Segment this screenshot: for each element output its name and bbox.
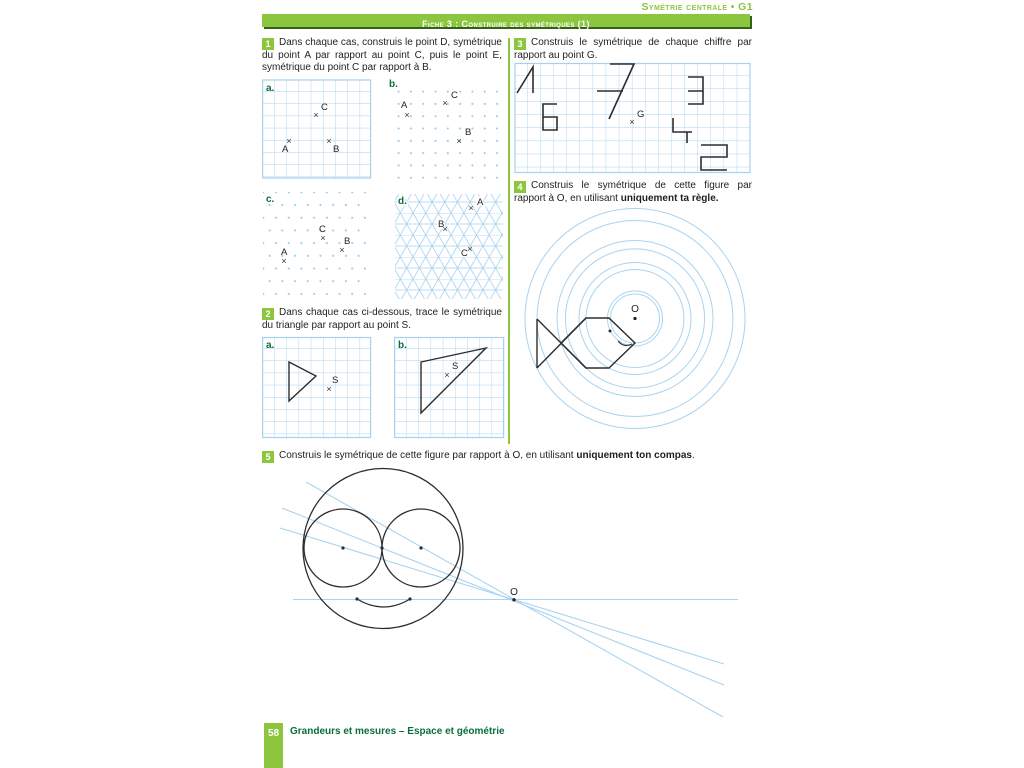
ex2-grid-b xyxy=(394,336,505,439)
exercise-5-number-badge: 5 xyxy=(262,451,274,463)
point-label-A: A xyxy=(282,144,289,155)
exercise-4-text-bold: uniquement ta règle. xyxy=(620,193,719,204)
footer-page-number: 58 xyxy=(267,728,280,739)
cross-mark-B: × xyxy=(442,224,448,234)
left-eye-center-dot xyxy=(341,546,344,549)
footer-title: Grandeurs et mesures – Espace et géométrie xyxy=(290,726,505,737)
exercise-1-text: Dans chaque cas, construis le point D, symétrique du point A par rapport au point C, puis le point E, symétrique du point C par rapport à B. xyxy=(262,37,502,74)
cross-mark-G: × xyxy=(629,117,635,127)
ex1-grid-a xyxy=(262,79,372,180)
exercise-4-text: Construis le symétrique de cette figure par rapport à O, en utilisant xyxy=(514,180,752,204)
cross-mark-B: × xyxy=(326,136,332,146)
point-label-O: O xyxy=(510,587,518,598)
grid-label-d: d. xyxy=(398,196,407,207)
exercise-1-number-badge: 1 xyxy=(262,38,274,50)
point-label-C: C xyxy=(451,90,458,101)
grid-label-b: b. xyxy=(389,79,398,90)
smile-end-dot xyxy=(355,597,358,600)
point-label-B: B xyxy=(465,127,472,138)
ex1-grid-d xyxy=(394,191,504,301)
face-figure xyxy=(303,469,463,629)
ex5-figure xyxy=(270,464,748,722)
point-label-A: A xyxy=(281,247,288,258)
point-label-C: C xyxy=(321,102,328,113)
point-label-O: O xyxy=(631,304,639,315)
cross-mark-A: × xyxy=(404,110,410,120)
exercise-4-number-badge: 4 xyxy=(514,181,526,193)
point-label-S: S xyxy=(332,375,339,386)
cross-mark-C: × xyxy=(467,244,473,254)
grid-label-c: c. xyxy=(266,194,275,205)
ex3-digits-grid xyxy=(514,62,752,175)
tangent-center-dot xyxy=(380,546,383,549)
point-O-dot xyxy=(633,317,636,320)
grid-label-b: b. xyxy=(398,340,407,351)
exercise-3-text: Construis le symétrique de chaque chiffre par rapport au point G. xyxy=(514,37,752,61)
exercise-5-text-block xyxy=(262,450,762,463)
cross-mark-S: × xyxy=(444,370,450,380)
cross-mark-B: × xyxy=(456,136,462,146)
right-eye-center-dot xyxy=(419,546,422,549)
corner-tag: Symétrie centrale • G1 xyxy=(641,1,753,13)
exercise-2-text: Dans chaque cas ci-dessous, trace le symétrique du triangle par rapport au point S. xyxy=(262,307,502,331)
fish-eye-dot xyxy=(609,330,612,333)
point-label-G: G xyxy=(637,109,645,120)
point-label-C: C xyxy=(461,248,468,259)
grid-label-a: a. xyxy=(266,83,275,94)
exercise-5-text-bold: uniquement ton compas xyxy=(576,450,692,461)
point-label-A: A xyxy=(401,100,408,111)
cross-mark-S: × xyxy=(326,384,332,394)
point-label-C: C xyxy=(319,224,326,235)
ex1-grid-b xyxy=(385,78,502,183)
smile-arc xyxy=(357,599,410,607)
point-label-S: S xyxy=(452,361,459,372)
exercise-1-text-block xyxy=(262,37,502,75)
exercise-5-text: Construis le symétrique de cette figure par rapport à O, en utilisant xyxy=(279,450,577,461)
cross-mark-C: × xyxy=(442,98,448,108)
exercise-4-text-block xyxy=(514,180,752,205)
cross-mark-A: × xyxy=(286,136,292,146)
cross-mark-C: × xyxy=(313,110,319,120)
footer-page-badge xyxy=(264,723,283,768)
point-label-A: A xyxy=(477,197,484,208)
fiche-header-title: Fiche 3 : Construire des symétriques (1) xyxy=(422,19,590,29)
cross-mark-A: × xyxy=(281,256,287,266)
exercise-3-text-block xyxy=(514,37,752,62)
fiche-header-bar xyxy=(262,14,750,27)
exercise-2-text-block xyxy=(262,307,502,332)
cross-mark-A: × xyxy=(468,203,474,213)
point-label-B: B xyxy=(344,236,351,247)
point-label-B: B xyxy=(333,144,340,155)
smile-end-dot xyxy=(408,597,411,600)
exercise-2-number-badge: 2 xyxy=(262,308,274,320)
cross-mark-B: × xyxy=(339,245,345,255)
construction-lines xyxy=(280,482,738,717)
ex4-figure xyxy=(523,206,751,432)
ex2-grid-a xyxy=(262,336,372,439)
exercise-3-number-badge: 3 xyxy=(514,38,526,50)
grid-label-a: a. xyxy=(266,340,275,351)
exercise-5-text-end: . xyxy=(691,450,695,461)
column-divider xyxy=(508,38,510,444)
cross-mark-C: × xyxy=(320,233,326,243)
point-label-B: B xyxy=(438,219,445,230)
point-O-dot xyxy=(512,598,515,601)
ex1-grid-c xyxy=(262,191,368,298)
